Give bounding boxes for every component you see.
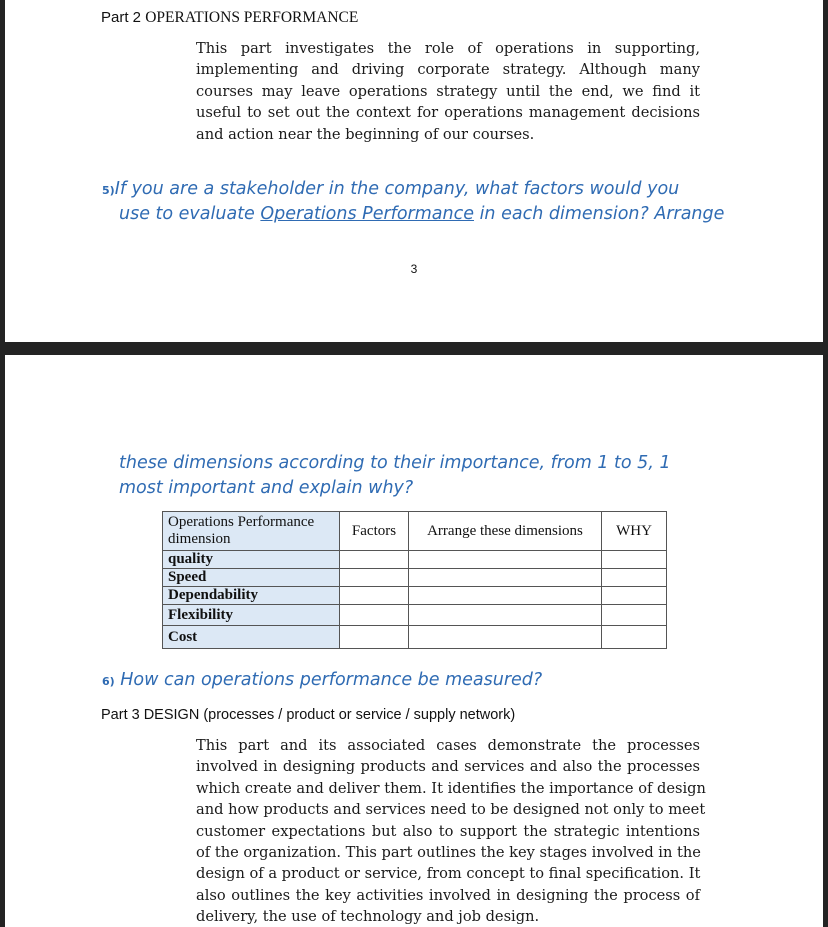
- paragraph-line: useful to set out the context for operations management decisions: [196, 104, 700, 122]
- cell-arrange[interactable]: [409, 605, 602, 626]
- column-header-arrange: Arrange these dimensions: [409, 512, 602, 551]
- cell-why[interactable]: [602, 626, 667, 649]
- question-5-continued-line-2: most important and explain why?: [119, 478, 414, 498]
- paragraph-line: implementing and driving corporate strategy. Although many: [196, 61, 700, 79]
- row-label-speed: Speed: [163, 569, 340, 587]
- question-5: [102, 177, 679, 203]
- table-row: [163, 551, 667, 569]
- paragraph-line: also outlines the key activities involved in designing the process of: [196, 886, 700, 904]
- document-page-1: [5, 0, 823, 342]
- cell-why[interactable]: [602, 605, 667, 626]
- question-text: in each dimension? Arrange: [474, 204, 725, 224]
- row-label-dependability: Dependability: [163, 587, 340, 605]
- table-row: [163, 587, 667, 605]
- operations-performance-link[interactable]: Operations Performance: [260, 204, 474, 224]
- paragraph-line: This part investigates the role of operations in supporting,: [196, 40, 700, 57]
- question-5-continued-line-1: these dimensions according to their importance, from 1 to 5, 1: [119, 453, 671, 473]
- question-text: use to evaluate: [119, 204, 261, 224]
- cell-why[interactable]: [602, 551, 667, 569]
- table-row: [163, 626, 667, 649]
- table-row: [163, 569, 667, 587]
- document-page-2: [5, 355, 823, 927]
- question-6: [102, 668, 542, 694]
- table-header-row: [163, 512, 667, 551]
- table-row: [163, 605, 667, 626]
- dimensions-table: [162, 511, 667, 649]
- cell-factors[interactable]: [340, 569, 409, 587]
- part2-label: Part 2: [101, 9, 142, 26]
- question-number: 5): [102, 184, 115, 197]
- column-header-dimension: Operations Performance dimension: [163, 512, 340, 551]
- part2-title: OPERATIONS PERFORMANCE: [145, 9, 359, 26]
- part2-intro-paragraph: [196, 38, 700, 145]
- cell-arrange[interactable]: [409, 551, 602, 569]
- part2-heading: [101, 9, 358, 27]
- question-text: How can operations performance be measured?: [120, 670, 543, 690]
- cell-arrange[interactable]: [409, 569, 602, 587]
- column-header-why: WHY: [602, 512, 667, 551]
- question-number: 6): [102, 675, 115, 688]
- cell-arrange[interactable]: [409, 587, 602, 605]
- paragraph-line: courses may leave operations strategy until the end, we find it: [196, 82, 700, 100]
- part3-paragraph: [196, 735, 706, 927]
- cell-factors[interactable]: [340, 551, 409, 569]
- paragraph-line: customer expectations but also to support the strategic intentions: [196, 822, 700, 840]
- cell-arrange[interactable]: [409, 626, 602, 649]
- row-label-cost: Cost: [163, 626, 340, 649]
- row-label-flexibility: Flexibility: [163, 605, 340, 626]
- paragraph-line: delivery, the use of technology and job design.: [196, 908, 540, 926]
- paragraph-line: and how products and services need to be designed not only to meet: [196, 801, 706, 819]
- question-5-line-2: [119, 202, 724, 227]
- column-header-factors: Factors: [340, 512, 409, 551]
- row-label-quality: quality: [163, 551, 340, 569]
- paragraph-line: design of a product or service, from concept to final specification. It: [196, 865, 701, 883]
- page-number: 3: [410, 262, 418, 276]
- part3-heading: Part 3 DESIGN (processes / product or service / supply network): [101, 707, 516, 723]
- paragraph-line: and action near the beginning of our courses.: [196, 125, 535, 143]
- paragraph-line: This part and its associated cases demonstrate the processes: [196, 737, 700, 754]
- question-text-line: If you are a stakeholder in the company, what factors would you: [114, 179, 680, 199]
- cell-factors[interactable]: [340, 587, 409, 605]
- paragraph-line: involved in designing products and services and also the processes: [196, 758, 700, 776]
- cell-factors[interactable]: [340, 626, 409, 649]
- cell-why[interactable]: [602, 587, 667, 605]
- paragraph-line: of the organization. This part outlines the key stages involved in the: [196, 844, 701, 862]
- cell-why[interactable]: [602, 569, 667, 587]
- cell-factors[interactable]: [340, 605, 409, 626]
- paragraph-line: which create and deliver them. It identifies the importance of design: [196, 779, 706, 797]
